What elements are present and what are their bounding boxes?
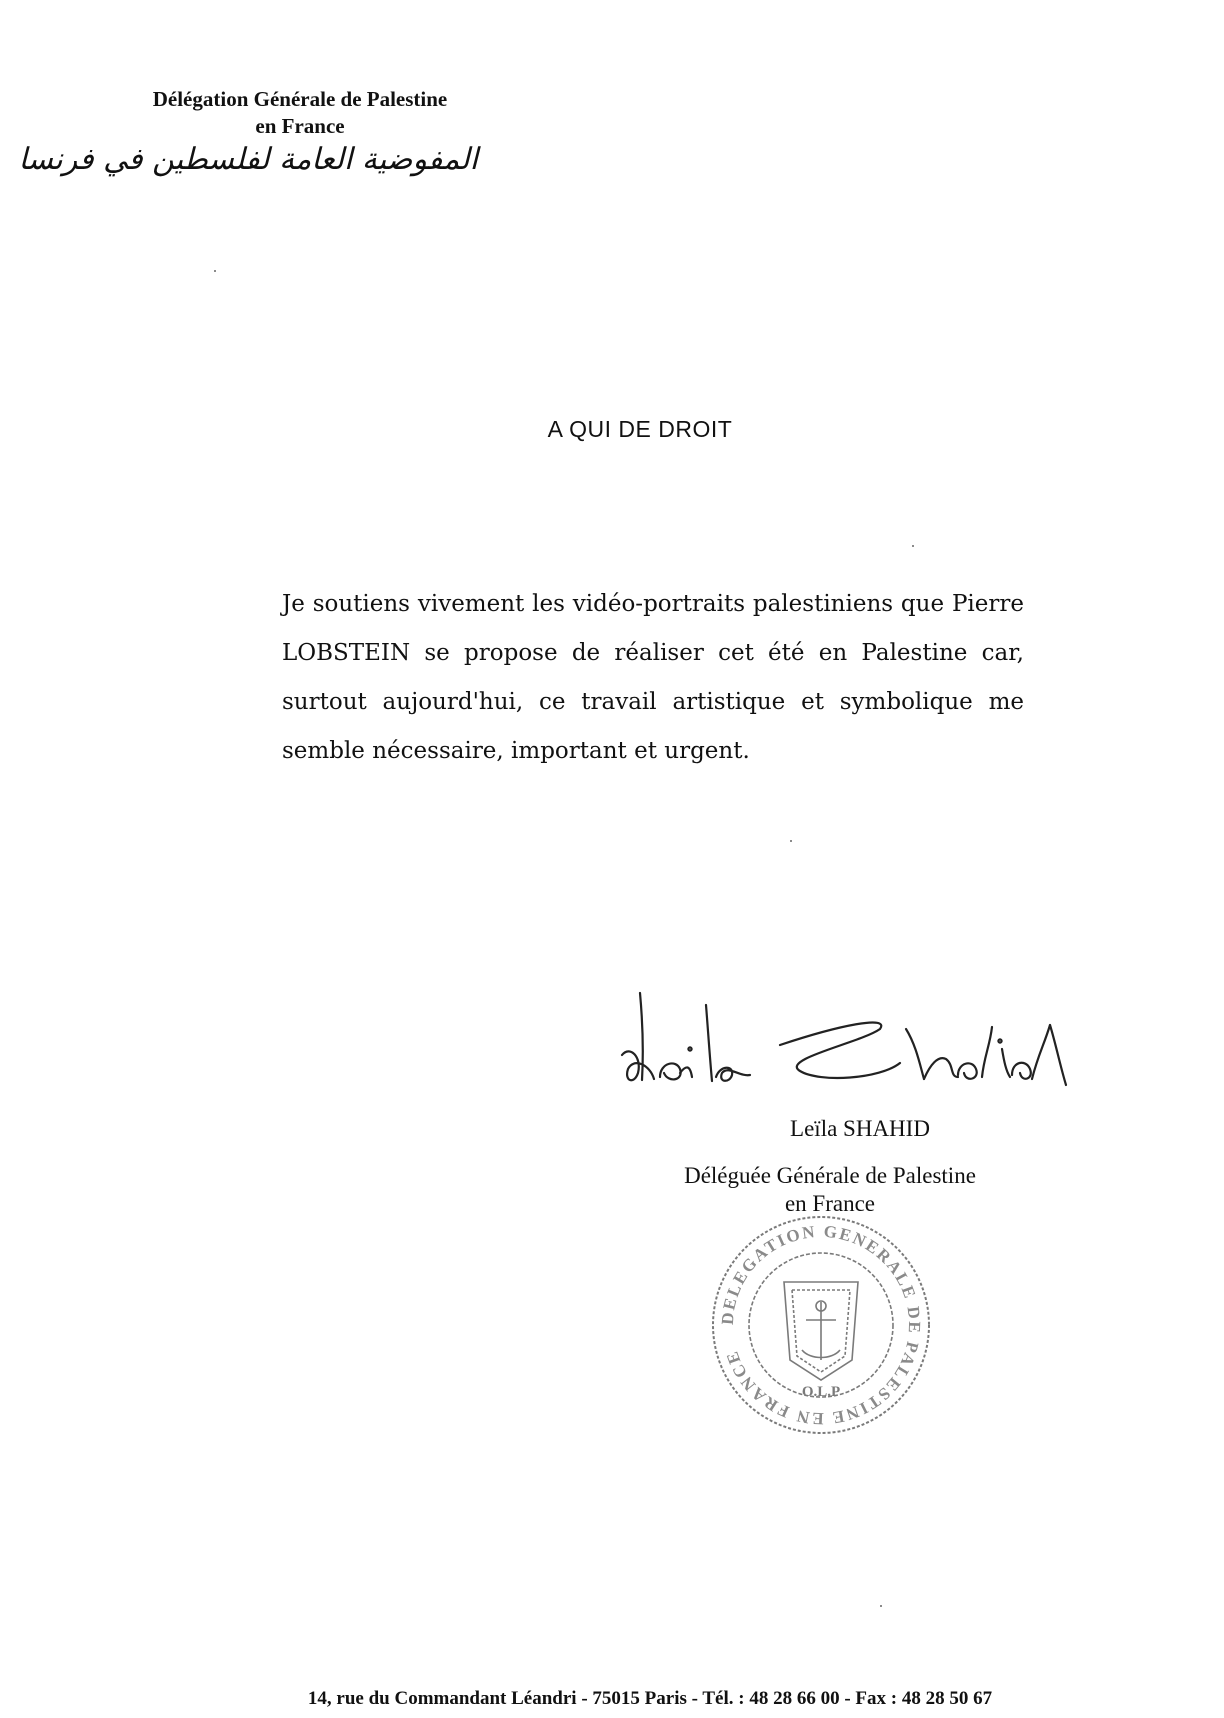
signer-title-line-1: Déléguée Générale de Palestine bbox=[684, 1163, 976, 1188]
signer-title-line-2: en France bbox=[784, 1191, 876, 1216]
letter-body: Je soutiens vivement les vidéo-portraits palestiniens que Pierre LOBSTEIN se propose de réaliser cet été en Palestine car, surtout aujourd'hui, ce travail artistique et symbolique me semble nécessaire, important et urgent. bbox=[282, 591, 1024, 764]
stamp-center-text: O.L.P bbox=[801, 1384, 841, 1400]
signer-name: Leïla SHAHID bbox=[790, 1116, 930, 1141]
paper-speck bbox=[214, 270, 216, 272]
letter-footer: 14, rue du Commandant Léandri - 75015 Paris - Tél. : 48 28 66 00 - Fax : 48 28 50 67 bbox=[307, 1688, 993, 1709]
official-stamp bbox=[706, 1210, 936, 1440]
paper-speck bbox=[880, 1605, 882, 1607]
letter-heading: A QUI DE DROIT bbox=[547, 416, 733, 442]
svg-text:DELEGATION GENERALE DE PALESTI: DELEGATION GENERALE DE PALESTINE EN FRANCE bbox=[717, 1221, 925, 1429]
letterhead-line-2: en France bbox=[255, 114, 345, 138]
paper-speck bbox=[912, 545, 914, 547]
paper-speck bbox=[790, 840, 792, 842]
letterhead bbox=[100, 86, 500, 140]
letterhead-arabic: المفوضية العامة لفلسطين في فرنسا bbox=[18, 142, 478, 177]
handwritten-signature bbox=[620, 985, 1180, 1095]
letterhead-line-1: Délégation Générale de Palestine bbox=[152, 87, 448, 111]
